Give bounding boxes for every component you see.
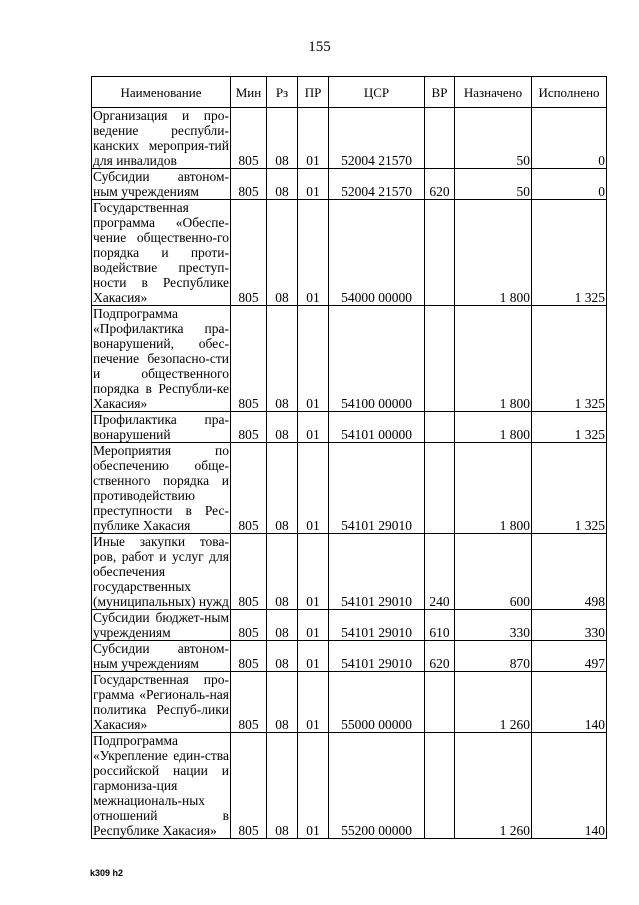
cell-vr	[425, 733, 455, 839]
table-row	[92, 169, 607, 200]
cell-pr: 01	[298, 412, 329, 443]
cell-min: 805	[231, 412, 267, 443]
cell-pr: 01	[298, 169, 329, 200]
cell-pr: 01	[298, 306, 329, 412]
cell-assigned: 50	[455, 108, 532, 169]
cell-csr: 54101 29010	[329, 443, 425, 534]
cell-assigned: 1 800	[455, 443, 532, 534]
cell-rz: 08	[267, 200, 298, 306]
cell-name: Государственная программа «Обеспе-чение общественно-го порядка и проти-водействие преступ-ности в Республике Хакасия»	[93, 200, 229, 305]
cell-rz: 08	[267, 412, 298, 443]
cell-csr: 54101 29010	[329, 610, 425, 641]
cell-rz: 08	[267, 169, 298, 200]
cell-executed: 497	[532, 641, 607, 672]
cell-min: 805	[231, 672, 267, 733]
cell-executed: 1 325	[532, 412, 607, 443]
cell-vr	[425, 108, 455, 169]
cell-min: 805	[231, 610, 267, 641]
header-rz: Рз	[267, 77, 298, 108]
cell-pr: 01	[298, 641, 329, 672]
cell-vr: 240	[425, 534, 455, 610]
cell-rz: 08	[267, 306, 298, 412]
cell-executed: 1 325	[532, 200, 607, 306]
header-executed: Исполнено	[532, 77, 607, 108]
cell-name: Профилактика пра-вонарушений	[93, 412, 229, 442]
cell-name: Мероприятия по обеспечению обще-ственного порядка и противодействию преступности в Рес-публике Хакасия	[93, 443, 229, 533]
cell-assigned: 1 260	[455, 672, 532, 733]
cell-pr: 01	[298, 200, 329, 306]
cell-csr: 54000 00000	[329, 200, 425, 306]
cell-rz: 08	[267, 534, 298, 610]
cell-vr	[425, 412, 455, 443]
cell-name: Субсидии автоном-ным учреждениям	[93, 641, 229, 671]
budget-table	[91, 76, 607, 839]
cell-csr: 54100 00000	[329, 306, 425, 412]
page-number: 155	[308, 39, 331, 55]
cell-name: Субсидии бюджет-ным учреждениям	[93, 610, 229, 640]
cell-name: Подпрограмма «Профилактика пра-вонарушений, обес-печение безопасно-сти и общественного порядка в Республи-ке Хакасия»	[93, 306, 229, 411]
cell-executed: 140	[532, 672, 607, 733]
table-row	[92, 641, 607, 672]
cell-assigned: 600	[455, 534, 532, 610]
header-csr: ЦСР	[329, 77, 425, 108]
header-min: Мин	[231, 77, 267, 108]
cell-min: 805	[231, 534, 267, 610]
cell-assigned: 1 800	[455, 412, 532, 443]
cell-pr: 01	[298, 443, 329, 534]
table-row	[92, 534, 607, 610]
cell-assigned: 50	[455, 169, 532, 200]
cell-vr: 610	[425, 610, 455, 641]
cell-name: Подпрограмма «Укрепление един-ства российской нации и гармониза-ция межнациональ-ных отношений в Республике Хакасия»	[93, 733, 229, 838]
table-row	[92, 733, 607, 839]
cell-pr: 01	[298, 733, 329, 839]
cell-csr: 54101 29010	[329, 534, 425, 610]
cell-pr: 01	[298, 672, 329, 733]
cell-csr: 52004 21570	[329, 169, 425, 200]
cell-min: 805	[231, 306, 267, 412]
table-row	[92, 108, 607, 169]
table-row	[92, 200, 607, 306]
cell-executed: 0	[532, 169, 607, 200]
cell-executed: 140	[532, 733, 607, 839]
cell-name: Иные закупки това-ров, работ и услуг для обеспечения государственных (муниципальных) нужд	[93, 534, 229, 609]
cell-executed: 330	[532, 610, 607, 641]
header-assigned: Назначено	[455, 77, 532, 108]
cell-vr	[425, 672, 455, 733]
header-vr: ВР	[425, 77, 455, 108]
cell-pr: 01	[298, 108, 329, 169]
cell-executed: 498	[532, 534, 607, 610]
cell-executed: 1 325	[532, 443, 607, 534]
table-row	[92, 306, 607, 412]
cell-assigned: 1 800	[455, 200, 532, 306]
header-name: Наименование	[92, 77, 231, 108]
footer-code: k309 h2	[90, 868, 124, 878]
cell-min: 805	[231, 108, 267, 169]
cell-pr: 01	[298, 534, 329, 610]
table-row	[92, 443, 607, 534]
cell-rz: 08	[267, 733, 298, 839]
cell-assigned: 1 260	[455, 733, 532, 839]
cell-vr: 620	[425, 169, 455, 200]
cell-rz: 08	[267, 641, 298, 672]
cell-rz: 08	[267, 108, 298, 169]
cell-min: 805	[231, 733, 267, 839]
cell-name: Государственная про-грамма «Региональ-ная политика Респуб-лики Хакасия»	[93, 672, 229, 732]
cell-vr	[425, 200, 455, 306]
table-body	[92, 108, 607, 839]
cell-min: 805	[231, 443, 267, 534]
cell-min: 805	[231, 641, 267, 672]
cell-pr: 01	[298, 610, 329, 641]
cell-rz: 08	[267, 443, 298, 534]
header-pr: ПР	[298, 77, 329, 108]
cell-vr	[425, 306, 455, 412]
cell-assigned: 870	[455, 641, 532, 672]
cell-rz: 08	[267, 610, 298, 641]
cell-vr: 620	[425, 641, 455, 672]
cell-assigned: 330	[455, 610, 532, 641]
cell-csr: 55000 00000	[329, 672, 425, 733]
cell-executed: 1 325	[532, 306, 607, 412]
cell-rz: 08	[267, 672, 298, 733]
cell-csr: 52004 21570	[329, 108, 425, 169]
cell-csr: 54101 29010	[329, 641, 425, 672]
cell-csr: 55200 00000	[329, 733, 425, 839]
cell-assigned: 1 800	[455, 306, 532, 412]
cell-name: Организация и про-ведение республи-канских мероприя-тий для инвалидов	[93, 108, 229, 168]
cell-min: 805	[231, 169, 267, 200]
cell-name: Субсидии автоном-ным учреждениям	[93, 169, 229, 199]
cell-vr	[425, 443, 455, 534]
cell-executed: 0	[532, 108, 607, 169]
cell-csr: 54101 00000	[329, 412, 425, 443]
table-row	[92, 610, 607, 641]
table-header-row	[92, 77, 607, 108]
table-row	[92, 412, 607, 443]
cell-min: 805	[231, 200, 267, 306]
table-row	[92, 672, 607, 733]
